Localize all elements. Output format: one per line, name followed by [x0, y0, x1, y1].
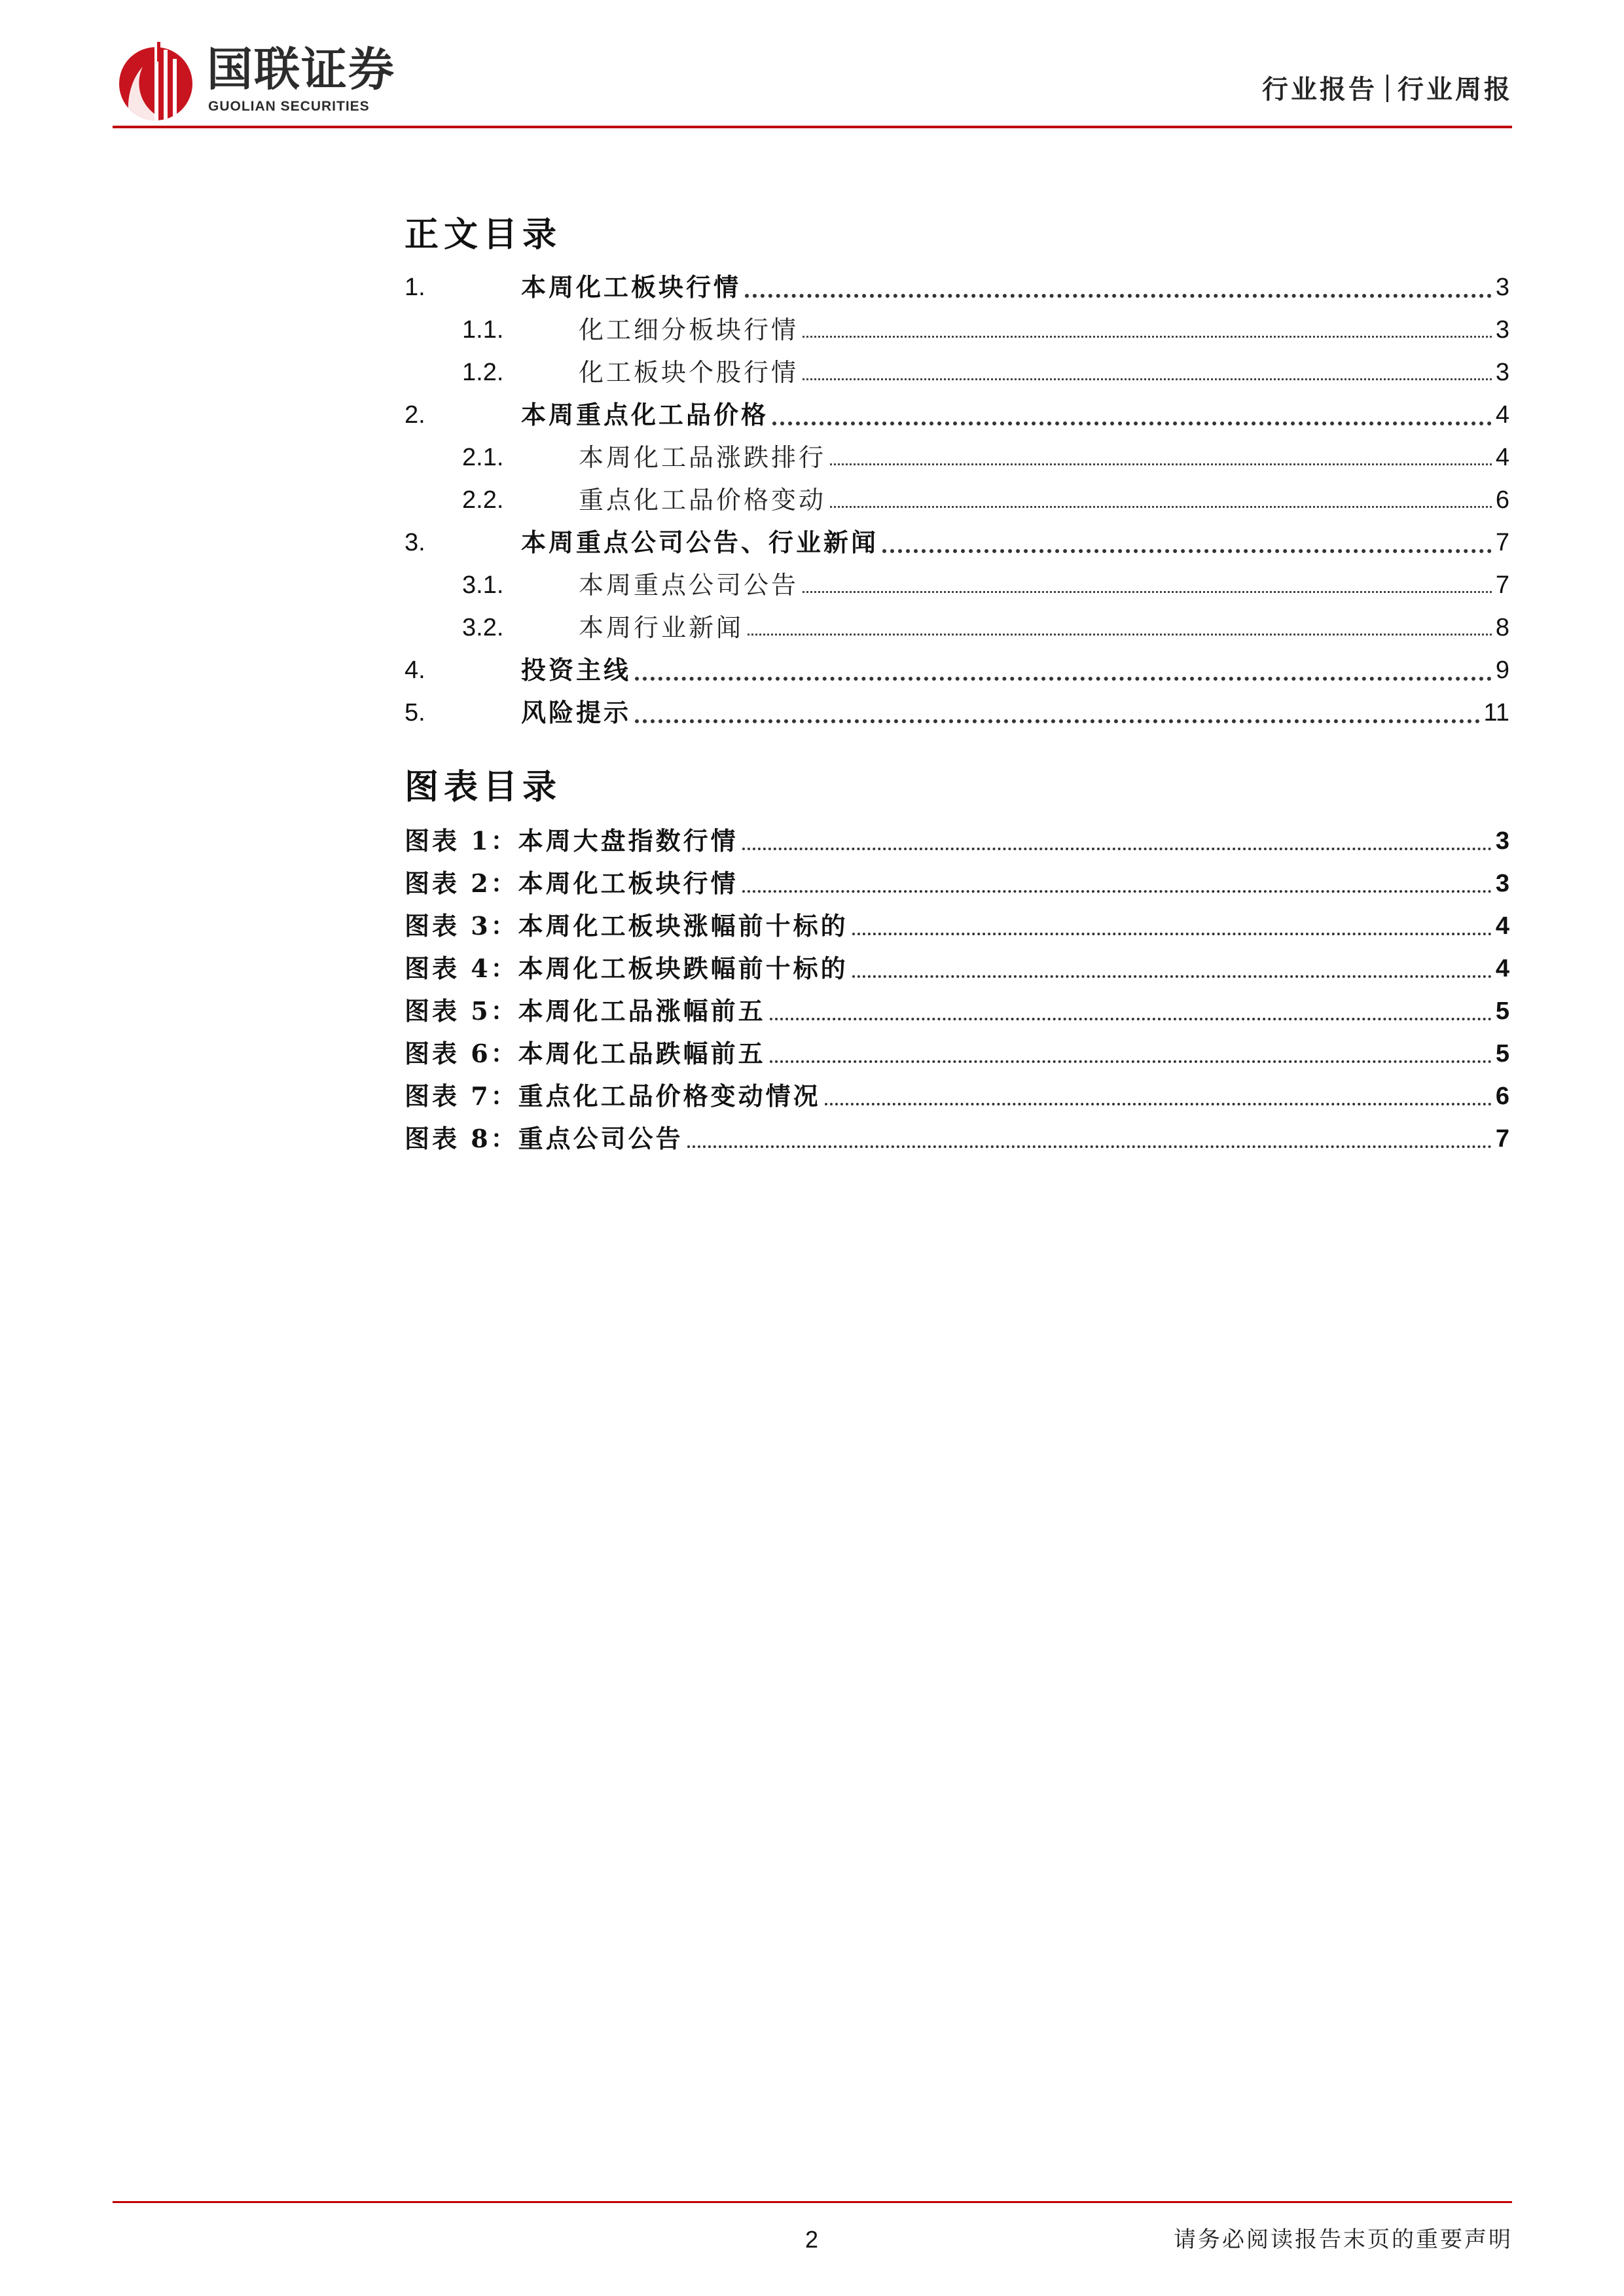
toc-item[interactable]	[405, 516, 1509, 558]
toc-item[interactable]	[405, 346, 1509, 388]
toc-item-page: 9	[1495, 656, 1509, 684]
toc-leader	[748, 634, 1492, 636]
figure-item-label: 图表 6：本周化工品跌幅前五	[405, 1039, 766, 1068]
toc-item[interactable]	[405, 388, 1509, 431]
toc-item-number: 2.1.	[462, 444, 504, 471]
toc-item-label: 本周重点公司公告	[579, 571, 799, 600]
figure-item-label: 图表 8：重点公司公告	[405, 1124, 683, 1153]
figure-item[interactable]	[405, 942, 1509, 984]
figure-item[interactable]	[405, 1027, 1509, 1069]
guolian-logo-icon	[117, 41, 195, 123]
report-type	[1262, 73, 1513, 106]
toc-item-label: 化工细分板块行情	[579, 315, 799, 344]
toc-item-number: 1.	[405, 274, 425, 301]
figure-item-label: 图表 4：本周化工板块跌幅前十标的	[405, 954, 848, 983]
toc-leader	[745, 294, 1492, 298]
figure-item[interactable]	[405, 984, 1509, 1027]
toc-item-number: 3.	[405, 529, 425, 556]
toc-item[interactable]	[405, 303, 1509, 346]
page-number: 2	[804, 2226, 819, 2253]
toc-item-label: 重点化工品价格变动	[579, 486, 827, 514]
toc-item-label: 本周行业新闻	[579, 613, 744, 642]
toc-leader	[825, 1103, 1492, 1105]
toc-item-label: 化工板块个股行情	[579, 358, 799, 387]
figure-item-label: 图表 7：重点化工品价格变动情况	[405, 1081, 821, 1111]
figure-item[interactable]	[405, 857, 1509, 899]
header-divider	[1386, 75, 1388, 102]
footer-disclaimer: 请务必阅读报告末页的重要声明	[1174, 2227, 1513, 2253]
figure-item-label: 图表 1：本周大盘指数行情	[405, 826, 738, 855]
toc-title: 正文目录	[405, 215, 562, 255]
toc-leader	[635, 719, 1480, 723]
toc-item-number: 2.2.	[462, 486, 504, 514]
figure-item-page: 3	[1495, 870, 1509, 897]
toc-list	[405, 260, 1509, 728]
toc-leader	[742, 890, 1492, 893]
toc-item-number: 2.	[405, 401, 425, 429]
toc-leader	[830, 506, 1492, 508]
toc-item[interactable]	[405, 473, 1509, 516]
figure-item[interactable]	[405, 1069, 1509, 1112]
toc-leader	[772, 422, 1492, 425]
figure-item-page: 7	[1495, 1125, 1509, 1153]
toc-leader	[830, 463, 1492, 465]
toc-leader	[803, 378, 1492, 380]
toc-item-page: 4	[1495, 444, 1509, 471]
figure-item-page: 4	[1495, 955, 1509, 982]
toc-leader	[770, 1060, 1492, 1063]
figure-item-label: 图表 2：本周化工板块行情	[405, 869, 738, 898]
figures-title: 图表目录	[405, 767, 562, 807]
toc-item[interactable]	[405, 558, 1509, 601]
company-logo	[117, 41, 457, 126]
toc-item-page: 6	[1495, 486, 1509, 514]
toc-leader	[635, 677, 1492, 681]
figure-item-label: 图表 3：本周化工板块涨幅前十标的	[405, 911, 848, 941]
toc-leader	[852, 933, 1492, 935]
figure-item[interactable]	[405, 1112, 1509, 1155]
figure-item-page: 4	[1495, 912, 1509, 940]
toc-item-number: 4.	[405, 656, 425, 684]
toc-item-label: 风险提示	[521, 698, 632, 727]
toc-item-page: 11	[1483, 699, 1509, 726]
toc-item[interactable]	[405, 643, 1509, 686]
toc-leader	[852, 975, 1492, 978]
toc-item[interactable]	[405, 431, 1509, 473]
toc-item-number: 1.2.	[462, 359, 504, 386]
figure-item-page: 3	[1495, 827, 1509, 855]
toc-item-page: 3	[1495, 274, 1509, 301]
toc-leader	[687, 1145, 1492, 1148]
toc-item-label: 本周化工板块行情	[521, 272, 742, 302]
toc-item[interactable]	[405, 601, 1509, 643]
toc-leader	[803, 591, 1492, 593]
figures-list	[405, 814, 1509, 1155]
toc-leader	[770, 1018, 1492, 1020]
toc-item-label: 本周重点化工品价格	[521, 400, 769, 429]
toc-item-label: 本周化工品涨跌排行	[579, 443, 827, 472]
toc-item-page: 8	[1495, 614, 1509, 641]
toc-item-page: 7	[1495, 571, 1509, 599]
toc-leader	[742, 848, 1492, 850]
toc-item-number: 5.	[405, 699, 425, 726]
report-category: 行业报告	[1262, 74, 1377, 105]
toc-item-page: 7	[1495, 529, 1509, 556]
toc-item-page: 3	[1495, 359, 1509, 386]
toc-item-label: 投资主线	[521, 655, 632, 685]
toc-item-page: 4	[1495, 401, 1509, 429]
figure-item-page: 5	[1495, 997, 1509, 1025]
figure-item-page: 5	[1495, 1040, 1509, 1067]
toc-item-label: 本周重点公司公告、行业新闻	[521, 528, 879, 557]
figure-item[interactable]	[405, 814, 1509, 857]
toc-item-number: 3.1.	[462, 571, 504, 599]
logo-name-en: GUOLIAN SECURITIES	[208, 99, 370, 114]
toc-item-number: 3.2.	[462, 614, 504, 641]
logo-name-cn: 国联证券	[207, 43, 395, 96]
toc-item-number: 1.1.	[462, 316, 504, 344]
toc-leader	[882, 549, 1492, 553]
figure-item-label: 图表 5：本周化工品涨幅前五	[405, 996, 766, 1026]
figure-item-page: 6	[1495, 1083, 1509, 1110]
report-subcategory: 行业周报	[1398, 74, 1513, 105]
toc-item[interactable]	[405, 260, 1509, 303]
footer-rule	[113, 2201, 1512, 2203]
toc-leader	[803, 336, 1492, 338]
toc-item-page: 3	[1495, 316, 1509, 344]
toc-item[interactable]	[405, 686, 1509, 728]
figure-item[interactable]	[405, 899, 1509, 942]
header-rule	[113, 126, 1512, 128]
page-header	[0, 0, 1624, 131]
